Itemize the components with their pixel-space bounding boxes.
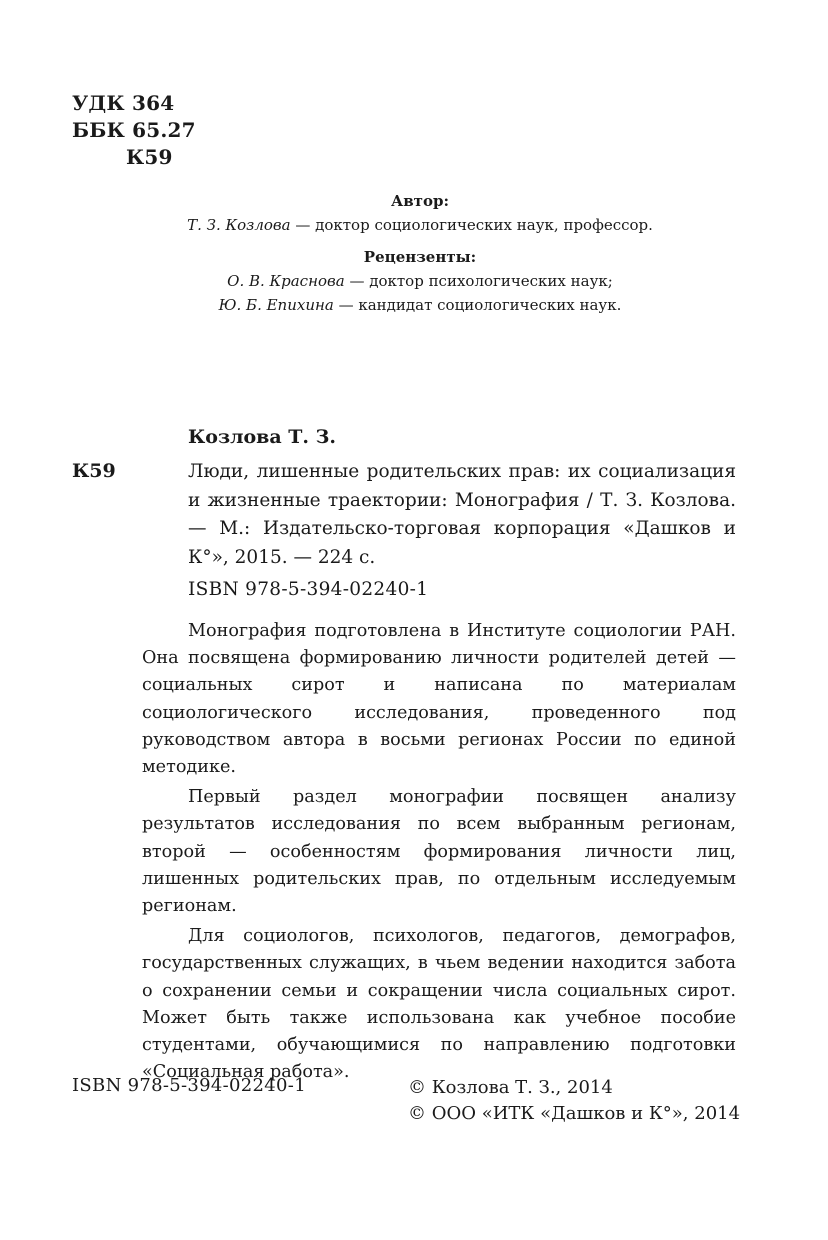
footer-copyright [408,1075,740,1127]
reviewer-name: Ю. Б. Епихина [218,296,334,314]
copyright-line: © ООО «ИТК «Дашков и К°», 2014 [408,1103,741,1124]
author-name: Т. З. Козлова [187,216,291,234]
udk-code: УДК 364 [72,91,175,115]
author-mark: К59 [126,145,173,169]
annotation-paragraph: Первый раздел монографии посвящен анализу результатов исследования по всем выбранным регионам, второй — особенностям формирования личности лиц, лишенных родительских прав, по отдельным исследуемым регионам. [142,787,736,917]
catalog-isbn: ISBN 978-5-394-02240-1 [188,579,429,600]
author-line [120,213,720,237]
reviewer-line [120,269,720,293]
annotation-paragraph: Монография подготовлена в Институте социологии РАН. Она посвящена формированию личности родителей детей — социальных сирот и написана по материалам социологического исследования, проведенного под руководством автора в восьми регионах России по единой методике. [142,621,736,778]
catalog-description: Люди, лишенные родительских прав: их социализация и жизненные траектории: Монография / Т. З. Козлова. — М.: Издательско-торговая корпорация «Дашков и К°», 2015. — 224 с. [188,461,736,568]
bbk-code: ББК 65.27 [72,118,196,142]
annotation-paragraph: Для социологов, психологов, педагогов, демографов, государственных служащих, в чьем ведении находится забота о сохранении семьи и сокращении числа социальных сирот. Может быть также использована как учебное пособие студентами, обучающимися по направлению подготовки «Социальная работа». [142,926,736,1083]
catalog-code: К59 [72,460,116,482]
reviewer-desc: — доктор психологических наук; [344,272,613,290]
credits-block [120,189,720,317]
copyright-line: © Козлова Т. З., 2014 [408,1077,613,1098]
reviewers-heading: Рецензенты: [363,248,477,266]
footer-isbn: ISBN 978-5-394-02240-1 [72,1075,306,1096]
reviewer-name: О. В. Краснова [227,272,345,290]
author-heading: Автор: [391,192,449,210]
author-desc: — доктор социологических наук, профессор. [290,216,653,234]
annotation [142,618,736,1086]
reviewer-line [120,293,720,317]
catalog-author: Козлова Т. З. [188,426,336,448]
reviewer-desc: — кандидат социологических наук. [333,296,622,314]
